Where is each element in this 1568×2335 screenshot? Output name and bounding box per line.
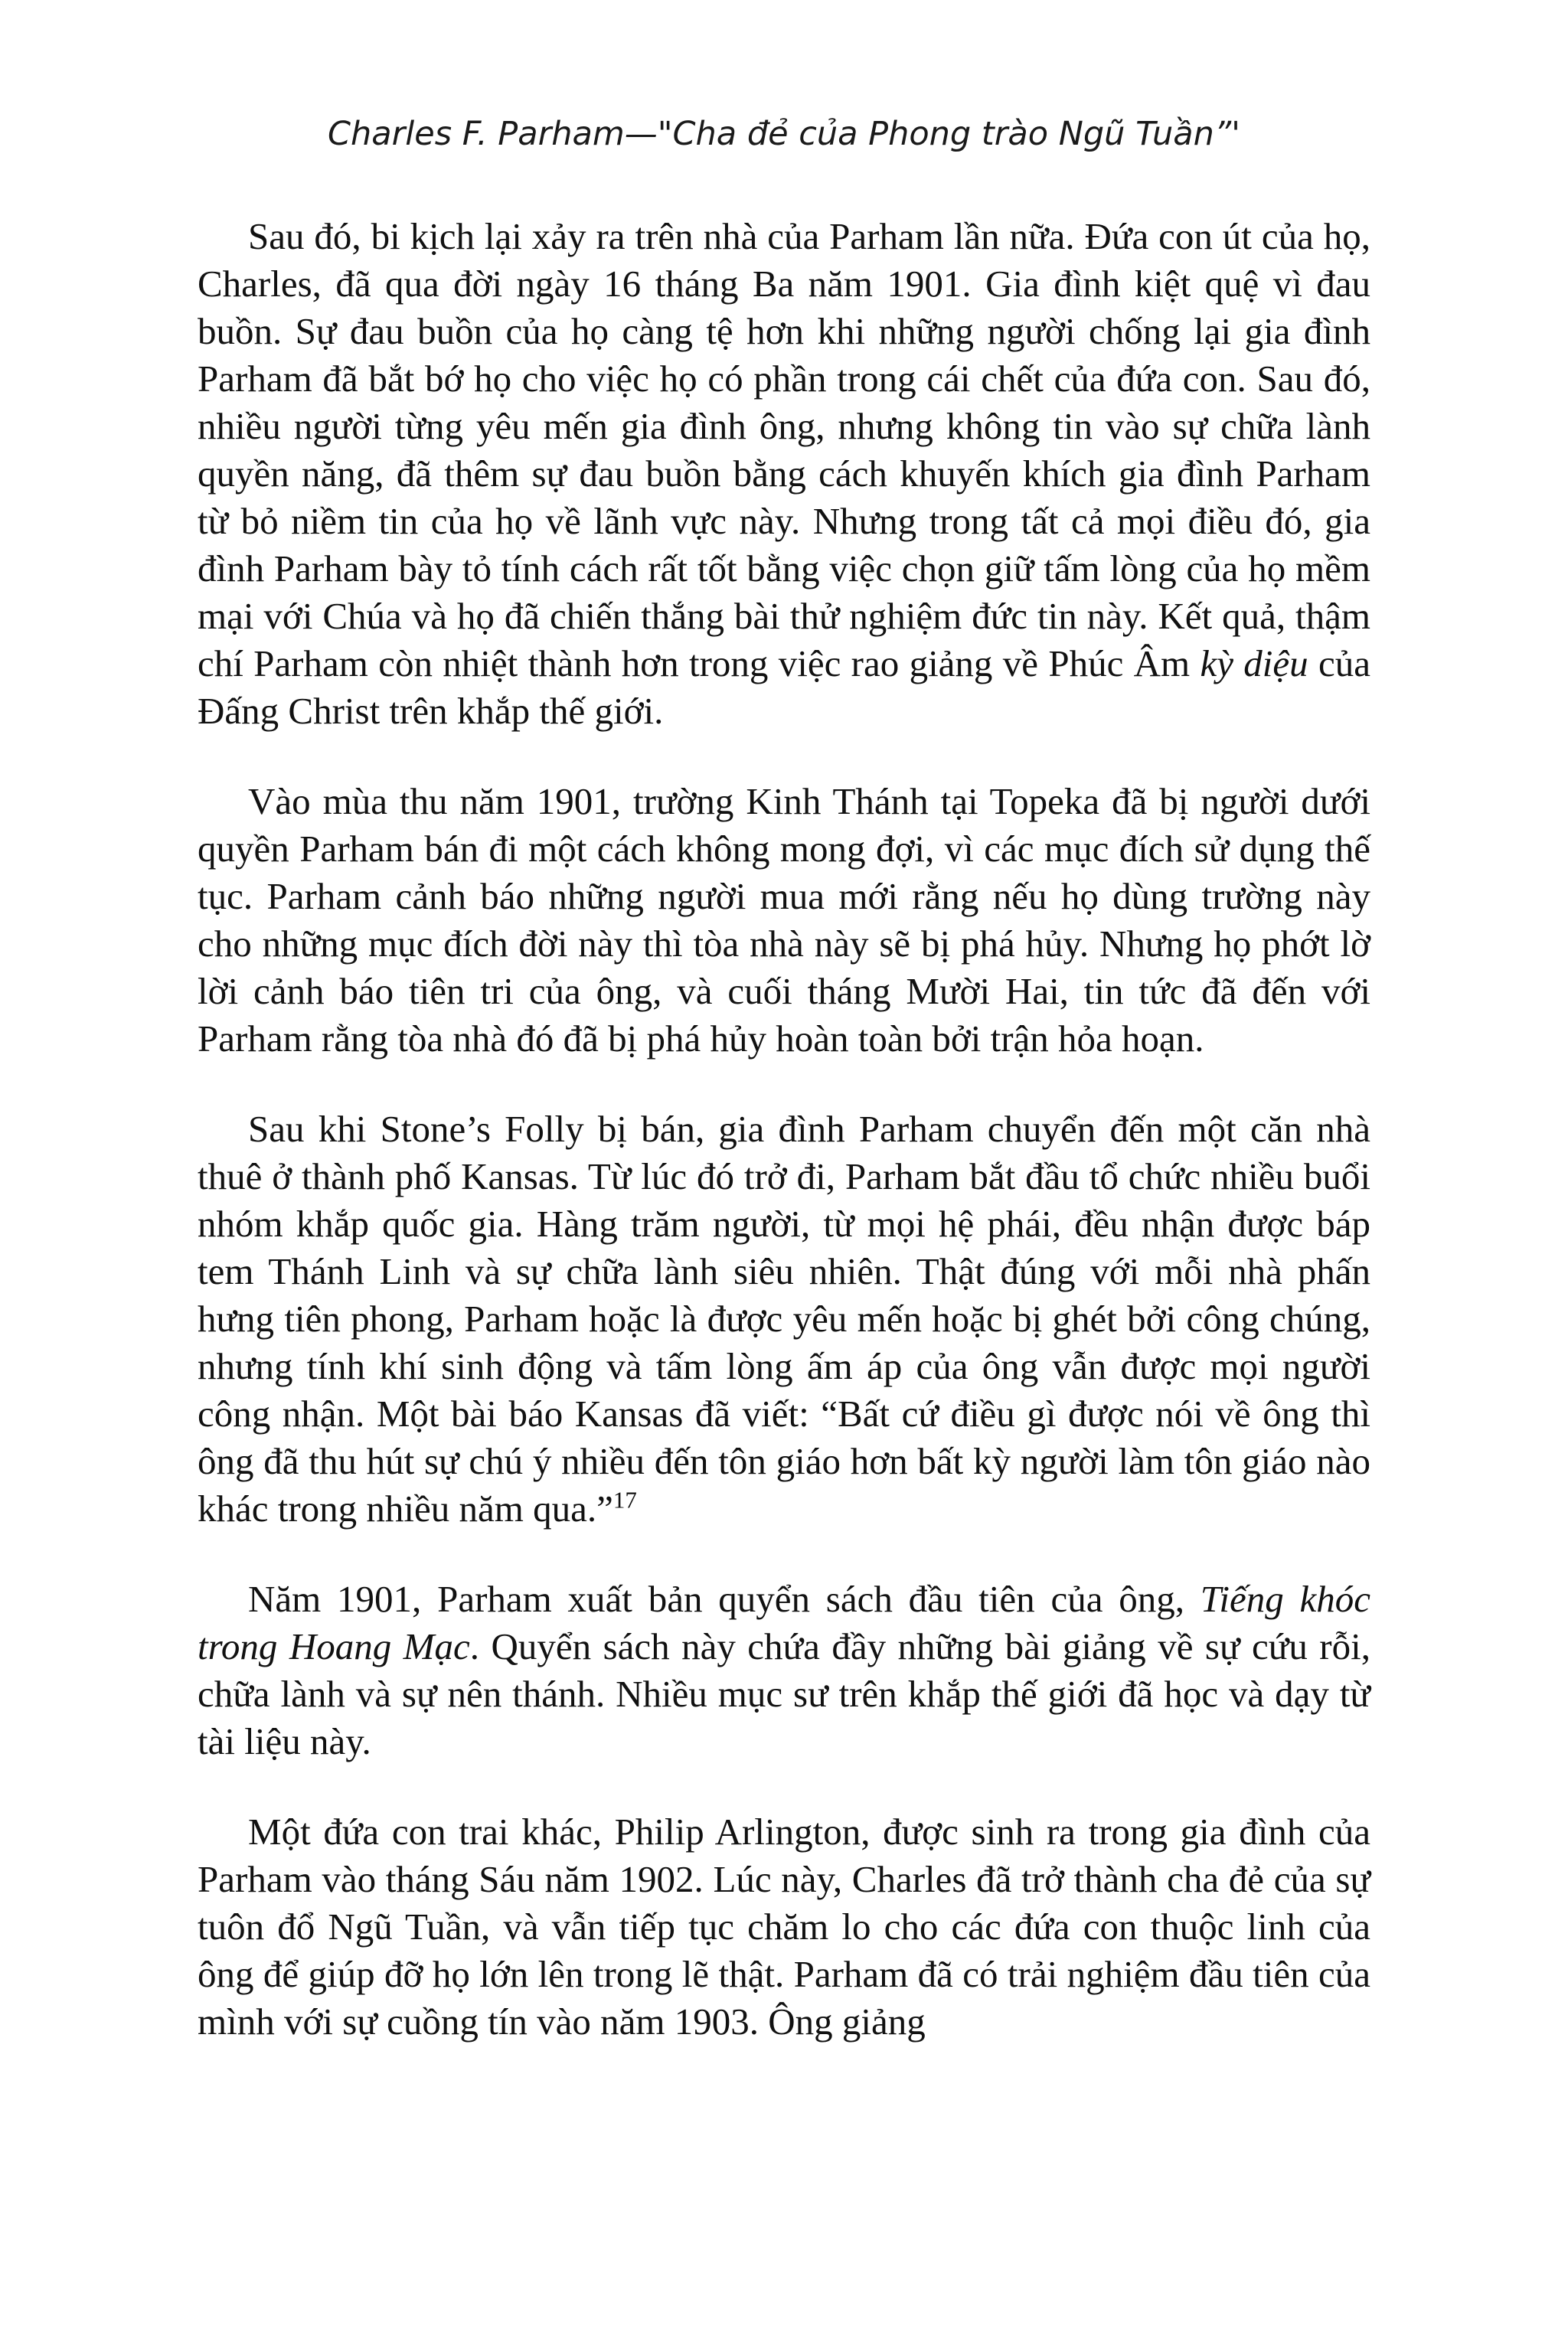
paragraph-1-text-end: của Đấng Christ trên khắp thế giới. [198, 642, 1370, 732]
paragraph-3-text: Sau khi Stone’s Folly bị bán, gia đình Parham chuyển đến một căn nhà thuê ở thành phố Kansas. Từ lúc đó trở đi, Parham bắt đầu tổ chức nhiều buổi nhóm khắp quốc gia. Hàng trăm người, từ mọi hệ phái, đều nhận được báp tem Thánh Linh và sự chữa lành siêu nhiên. Thật đúng với mỗi nhà phấn hưng tiên phong, Parham hoặc là được yêu mến hoặc bị ghét bởi công chúng, nhưng tính khí sinh động và tấm lòng ấm áp của ông vẫn được mọi người công nhận. Một bài báo Kansas đã viết: “Bất cứ điều gì được nói về ông thì ông đã thu hút sự chú ý nhiều đến tôn giáo hơn bất kỳ người làm tôn giáo nào khác trong nhiều năm qua.” [198, 1108, 1370, 1530]
paragraph-1-italic: kỳ diệu [1200, 642, 1308, 684]
book-title: Tiếng khóc trong Hoang Mạc [198, 1578, 1370, 1667]
footnote-marker: 17 [612, 1486, 637, 1514]
paragraph-4 [198, 1576, 1370, 1765]
paragraph-4-text: Năm 1901, Parham xuất bản quyển sách đầu tiên của ông, [248, 1578, 1200, 1620]
paragraph-1 [198, 213, 1370, 735]
paragraph-5: Một đứa con trai khác, Philip Arlington, được sinh ra trong gia đình của Parham vào tháng Sáu năm 1902. Lúc này, Charles đã trở thành cha đẻ của sự tuôn đổ Ngũ Tuần, và vẫn tiếp tục chăm lo cho các đứa con thuộc linh của ông để giúp đỡ họ lớn lên trong lẽ thật. Parham đã có trải nghiệm đầu tiên của mình với sự cuồng tín vào năm 1903. Ông giảng [198, 1811, 1370, 2043]
paragraph-3 [198, 1105, 1370, 1533]
paragraph-4-text-end: . Quyển sách này chứa đầy những bài giảng về sự cứu rỗi, chữa lành và sự nên thánh. Nhiều mục sư trên khắp thế giới đã học và dạy từ tài liệu này. [198, 1625, 1370, 1762]
paragraph-1-text: Sau đó, bi kịch lại xảy ra trên nhà của Parham lần nữa. Đứa con út của họ, Charles, đã qua đời ngày 16 tháng Ba năm 1901. Gia đình kiệt quệ vì đau buồn. Sự đau buồn của họ càng tệ hơn khi những người chống lại gia đình Parham đã bắt bớ họ cho việc họ có phần trong cái chết của đứa con. Sau đó, nhiều người từng yêu mến gia đình ông, nhưng không tin vào sự chữa lành quyền năng, đã thêm sự đau buồn bằng cách khuyến khích gia đình Parham từ bỏ niềm tin của họ về lãnh vực này. Nhưng trong tất cả mọi điều đó, gia đình Parham bày tỏ tính cách rất tốt bằng việc chọn giữ tấm lòng của họ mềm mại với Chúa và họ đã chiến thắng bài thử nghiệm đức tin này. Kết quả, thậm chí Parham còn nhiệt thành hơn trong việc rao giảng về Phúc Âm [198, 215, 1370, 684]
paragraph-2: Vào mùa thu năm 1901, trường Kinh Thánh tại Topeka đã bị người dưới quyền Parham bán đi một cách không mong đợi, vì các mục đích sử dụng thế tục. Parham cảnh báo những người mua mới rằng nếu họ dùng trường này cho những mục đích đời này thì tòa nhà này sẽ bị phá hủy. Nhưng họ phớt lờ lời cảnh báo tiên tri của ông, và cuối tháng Mười Hai, tin tức đã đến với Parham rằng tòa nhà đó đã bị phá hủy hoàn toàn bởi trận hỏa hoạn. [198, 780, 1370, 1060]
body-text [198, 213, 1370, 2046]
running-header: Charles F. Parham—"Cha đẻ của Phong trào Ngũ Tuần”' [327, 115, 1240, 153]
